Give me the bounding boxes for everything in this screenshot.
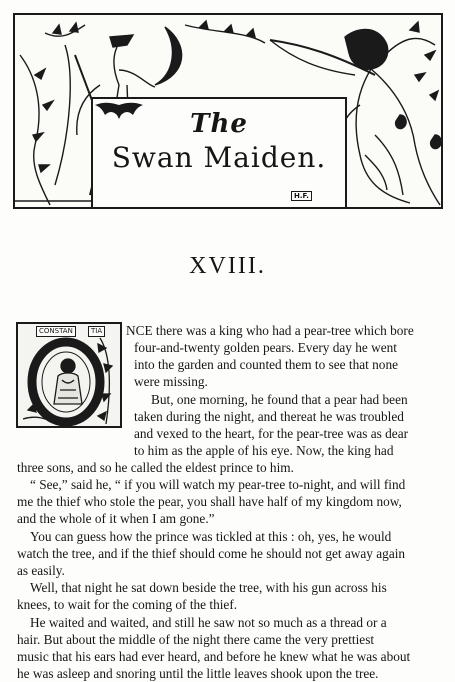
paragraph-line: You can guess how the prince was tickled at this : oh, yes, he would xyxy=(30,529,392,544)
page-title: Swan Maiden. xyxy=(111,141,327,174)
paragraph-line: “ See,” said he, “ if you will watch my pear-tree to-night, and will find xyxy=(30,477,406,492)
artist-monogram: H.F. xyxy=(291,191,312,201)
title-panel xyxy=(91,97,347,209)
paragraph-line: But, one morning, he found that a pear had been xyxy=(151,392,408,407)
paragraph-line: Well, that night he sat down beside the tree, with his gun across his xyxy=(30,580,387,595)
paragraph-line: and vexed to the heart, for the pear-tree was as dear xyxy=(134,426,409,441)
paragraph-line: were missing. xyxy=(134,374,208,389)
bat-ornament-icon xyxy=(93,99,145,121)
paragraph-line: knees, to wait for the coming of the thief. xyxy=(17,597,238,612)
paragraph-line: into the garden and counted them to see that none xyxy=(134,357,399,372)
paragraph-line: as easily. xyxy=(17,563,65,578)
paragraph-line: and the whole of it when I am gone.” xyxy=(17,511,215,526)
paragraph-line: he was asleep and snoring until the little leaves shook upon the tree. xyxy=(17,666,379,681)
paragraph-line: hair. But about the middle of the night there came the very prettiest xyxy=(17,632,375,647)
moon-icon xyxy=(155,27,182,85)
paragraph-line: taken during the night, and thereat he was troubled xyxy=(134,409,404,424)
chapter-number: XVIII. xyxy=(189,253,266,279)
header-illustration xyxy=(13,13,443,209)
paragraph-line: NCE there was a king who had a pear-tree which bore xyxy=(126,323,414,338)
paragraph-line: He waited and waited, and still he saw not so much as a thread or a xyxy=(30,615,387,630)
paragraph-line: me the thief who stole the pear, you shall have half of my kingdom now, xyxy=(17,494,402,509)
story-text xyxy=(0,322,455,681)
drop-cap-tag-right: TIA xyxy=(88,326,105,337)
paragraph-line: music that his ears had ever heard, and before he knew what he was about xyxy=(17,649,411,664)
paragraph-line: watch the tree, and if the thief should come he should not get away again xyxy=(17,546,406,561)
paragraph-line: to him as the apple of his eye. Now, the king had xyxy=(134,443,394,458)
title-the: The xyxy=(190,109,248,139)
drop-cap-tag-left: CONSTAN xyxy=(36,326,76,337)
paragraph-line: four-and-twenty golden pears. Every day he went xyxy=(134,340,397,355)
paragraph-line: three sons, and so he called the eldest prince to him. xyxy=(17,460,294,475)
